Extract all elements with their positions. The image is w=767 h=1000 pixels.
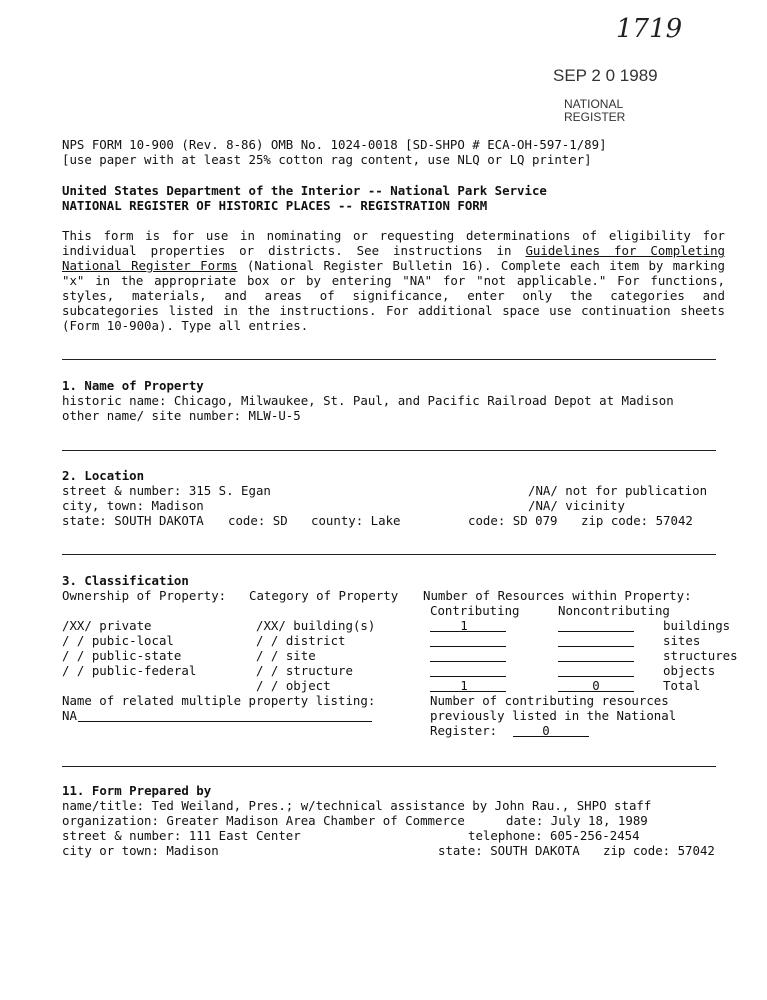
resource-type-buildings: buildings xyxy=(663,618,731,633)
preparer-date: date: July 18, 1989 xyxy=(506,813,648,828)
intro-line-5: styles, materials, and areas of significance, enter only the categories and xyxy=(62,288,725,303)
zip-code: zip code: 57042 xyxy=(581,513,693,528)
city-town: city, town: Madison xyxy=(62,498,204,513)
contributing-blank xyxy=(430,646,506,647)
street-number: street & number: 315 S. Egan xyxy=(62,483,271,498)
section-2-title: Location xyxy=(84,468,145,483)
ownership-public-local: / / pubic-local xyxy=(62,633,174,648)
resources-label: Number of Resources within Property: xyxy=(423,588,692,603)
intro-line-4: "x" in the appropriate box or by entering "NA" for "not applicable." For functions, xyxy=(62,273,725,288)
intro-line-2-text: individual properties or districts. See instructions in xyxy=(62,243,526,258)
resource-type-sites: sites xyxy=(663,633,701,648)
guidelines-reference: Guidelines for Completing xyxy=(525,243,726,258)
other-name-site-number: other name/ site number: MLW-U-5 xyxy=(62,408,301,423)
ownership-private: /XX/ private xyxy=(62,618,152,633)
divider-rule xyxy=(62,766,716,767)
contributing-buildings-value: 1 xyxy=(460,618,468,633)
category-object: / / object xyxy=(256,678,331,693)
county-code: code: SD 079 xyxy=(468,513,558,528)
contributing-total-value: 1 xyxy=(460,678,468,693)
intro-line-6: subcategories listed in the instructions. For additional space use continuation sheets xyxy=(62,303,725,318)
noncontributing-blank xyxy=(558,676,634,677)
contributing-blank xyxy=(430,661,506,662)
previously-listed-line-1: Number of contributing resources xyxy=(430,693,669,708)
preparer-organization: organization: Greater Madison Area Chamber of Commerce xyxy=(62,813,465,828)
related-listing-blank xyxy=(78,721,372,722)
state-code: code: SD xyxy=(228,513,288,528)
vicinity: /NA/ vicinity xyxy=(528,498,625,513)
intro-line-3-text: (National Register Bulletin 16). Complete each item by marking xyxy=(237,258,726,273)
preparer-name-title: name/title: Ted Weiland, Pres.; w/technical assistance by John Rau., SHPO staff xyxy=(62,798,652,813)
category-site: / / site xyxy=(256,648,316,663)
section-2-number: 2. xyxy=(62,468,77,483)
ownership-public-federal: / / public-federal xyxy=(62,663,197,678)
resource-type-total: Total xyxy=(663,678,701,693)
divider-rule xyxy=(62,450,716,451)
intro-line-2 xyxy=(62,243,725,258)
preparer-telephone: telephone: 605-256-2454 xyxy=(468,828,640,843)
divider-rule xyxy=(62,359,716,360)
intro-line-7: (Form 10-900a). Type all entries. xyxy=(62,318,309,333)
section-1-title: Name of Property xyxy=(84,378,204,393)
contributing-blank xyxy=(430,676,506,677)
noncontributing-blank xyxy=(558,631,634,632)
related-listing-label: Name of related multiple property listing: xyxy=(62,693,376,708)
not-for-publication: /NA/ not for publication xyxy=(528,483,708,498)
section-11-number: 11. xyxy=(62,783,85,798)
department-line: United States Department of the Interior -- National Park Service xyxy=(62,183,547,198)
category-building: /XX/ building(s) xyxy=(256,618,376,633)
section-2-heading xyxy=(62,468,144,483)
handwritten-number: 1719 xyxy=(616,14,683,44)
national-register-forms-reference: National Register Forms xyxy=(62,258,238,273)
stamp-register: REGISTER xyxy=(564,110,626,124)
preparer-street: street & number: 111 East Center xyxy=(62,828,301,843)
divider-rule xyxy=(62,554,716,555)
noncontributing-blank xyxy=(558,661,634,662)
preparer-state: state: SOUTH DAKOTA xyxy=(438,843,580,858)
preparer-zip: zip code: 57042 xyxy=(603,843,715,858)
section-1-number: 1. xyxy=(62,378,77,393)
previously-listed-line-2: previously listed in the National xyxy=(430,708,677,723)
stamp-national: NATIONAL xyxy=(564,97,624,111)
noncontributing-label: Noncontributing xyxy=(558,603,670,618)
historic-name: historic name: Chicago, Milwaukee, St. Paul, and Pacific Railroad Depot at Madison xyxy=(62,393,674,408)
intro-line-1: This form is for use in nominating or requesting determinations of eligibility for xyxy=(62,228,725,243)
section-1-heading xyxy=(62,378,204,393)
section-3-number: 3. xyxy=(62,573,77,588)
ownership-public-state: / / public-state xyxy=(62,648,182,663)
section-11-heading xyxy=(62,783,211,798)
related-listing-value: NA xyxy=(62,708,77,723)
noncontributing-blank xyxy=(558,646,634,647)
section-11-title: Form Prepared by xyxy=(91,783,212,798)
noncontributing-total-value: 0 xyxy=(592,678,600,693)
state: state: SOUTH DAKOTA xyxy=(62,513,204,528)
previously-listed-line-3: Register: xyxy=(430,723,498,738)
intro-line-3 xyxy=(62,258,725,273)
county: county: Lake xyxy=(311,513,401,528)
category-structure: / / structure xyxy=(256,663,353,678)
paper-instruction-line: [use paper with at least 25% cotton rag content, use NLQ or LQ printer] xyxy=(62,152,592,167)
previously-listed-value: 0 xyxy=(542,723,550,738)
section-3-title: Classification xyxy=(84,573,189,588)
category-district: / / district xyxy=(256,633,346,648)
section-3-heading xyxy=(62,573,189,588)
preparer-city: city or town: Madison xyxy=(62,843,219,858)
contributing-label: Contributing xyxy=(430,603,520,618)
category-label: Category of Property xyxy=(249,588,399,603)
resource-type-structures: structures xyxy=(663,648,738,663)
resource-type-objects: objects xyxy=(663,663,716,678)
register-form-title: NATIONAL REGISTER OF HISTORIC PLACES -- REGISTRATION FORM xyxy=(62,198,488,213)
received-date-stamp: SEP 2 0 1989 xyxy=(553,66,658,85)
ownership-label: Ownership of Property: xyxy=(62,588,227,603)
form-number-line: NPS FORM 10-900 (Rev. 8-86) OMB No. 1024-0018 [SD-SHPO # ECA-OH-597-1/89] xyxy=(62,137,607,152)
